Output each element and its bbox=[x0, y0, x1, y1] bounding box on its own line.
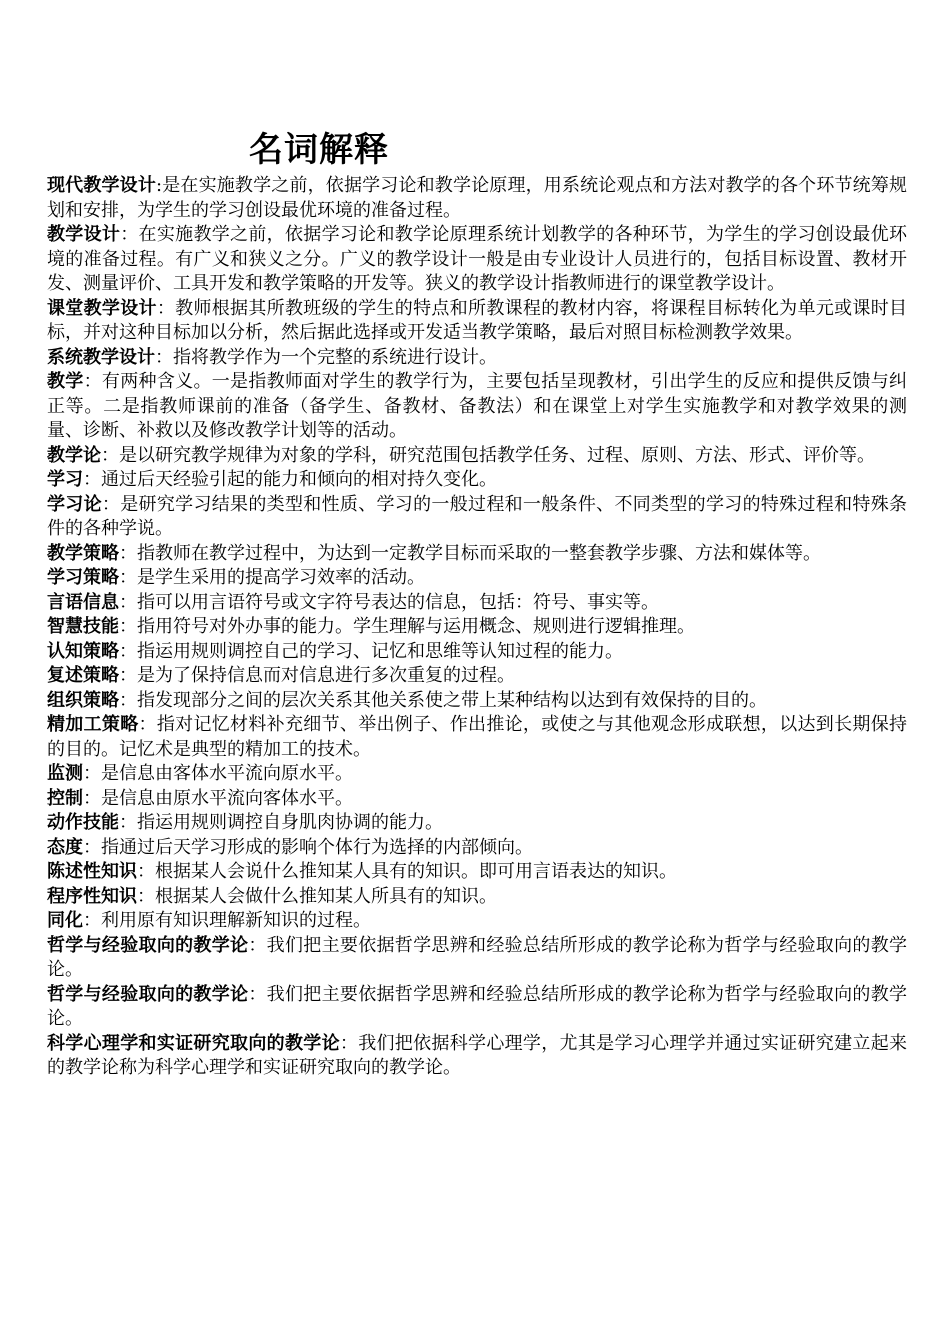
glossary-entry bbox=[47, 640, 907, 665]
glossary-term: 教学论 bbox=[47, 444, 101, 466]
glossary-term: 哲学与经验取向的教学论 bbox=[47, 983, 249, 1005]
glossary-term: 学习论 bbox=[47, 493, 102, 515]
term-separator: ： bbox=[248, 934, 267, 956]
glossary-definition: 指运用规则调控自己的学习、记忆和思维等认知过程的能力。 bbox=[137, 640, 623, 662]
glossary-entry bbox=[47, 713, 907, 762]
glossary-entry bbox=[47, 909, 907, 934]
glossary-entry bbox=[47, 934, 907, 983]
glossary-entry bbox=[47, 885, 907, 910]
glossary-term: 复述策略 bbox=[47, 665, 119, 686]
glossary-definition: 是研究学习结果的类型和性质、学习的一般过程和一般条件、不同类型的学习的特殊过程和特殊条件的各种学说。 bbox=[47, 493, 908, 539]
glossary-term: 系统教学设计 bbox=[47, 346, 155, 368]
glossary-definition: 有两种含义。一是指教师面对学生的教学行为，主要包括呈现教材，引出学生的反应和提供反馈与纠正等。二是指教师课前的准备（备学生、备教材、备教法）和在课堂上对学生实施教学和对教学效果的测量、诊断、补救以及修改教学计划等的活动。 bbox=[47, 371, 908, 441]
glossary-entry bbox=[47, 297, 907, 346]
glossary-entry bbox=[47, 664, 907, 689]
term-separator: : bbox=[156, 175, 163, 196]
glossary-entry bbox=[47, 983, 907, 1032]
glossary-term: 教学设计 bbox=[47, 224, 121, 245]
glossary-entry bbox=[47, 370, 907, 444]
glossary-entry bbox=[47, 860, 907, 885]
glossary-term: 教学策略 bbox=[47, 542, 119, 564]
glossary-term: 动作技能 bbox=[47, 812, 119, 833]
term-separator: ： bbox=[137, 861, 155, 882]
term-separator: ： bbox=[120, 224, 139, 245]
glossary-definition: 是学生采用的提高学习效率的活动。 bbox=[137, 567, 425, 588]
term-separator: ： bbox=[83, 469, 101, 490]
glossary-definition: 在实施教学之前，依据学习论和教学论原理系统计划教学的各种环节，为学生的学习创设最优环境的准备过程。有广义和狭义之分。广义的教学设计一般是由专业设计人员进行的，包括目标设置、教材开发、测量评价、工具开发和教学策略的开发等。狭义的教学设计指教师进行的课堂教学设计。 bbox=[47, 224, 908, 294]
glossary-term: 精加工策略 bbox=[47, 714, 139, 735]
glossary-entry bbox=[47, 689, 907, 714]
glossary-term: 程序性知识 bbox=[47, 885, 137, 907]
glossary-entry bbox=[47, 762, 907, 787]
glossary-term: 学习策略 bbox=[47, 567, 119, 588]
term-separator: ： bbox=[101, 444, 119, 466]
glossary-definition: 是在实施教学之前，依据学习论和教学论原理，用系统论观点和方法对教学的各个环节统筹规划和安排，为学生的学习创设最优环境的准备过程。 bbox=[47, 175, 907, 221]
term-separator: ： bbox=[83, 836, 101, 858]
term-separator: ： bbox=[339, 1032, 359, 1054]
glossary-entry bbox=[47, 174, 907, 223]
term-separator: ： bbox=[119, 567, 137, 588]
glossary-entry bbox=[47, 542, 907, 567]
glossary-list bbox=[47, 174, 907, 1081]
glossary-term: 学习 bbox=[47, 469, 83, 490]
glossary-term: 课堂教学设计 bbox=[47, 297, 157, 319]
glossary-entry bbox=[47, 615, 907, 640]
glossary-entry bbox=[47, 787, 907, 812]
glossary-entry bbox=[47, 346, 907, 371]
glossary-entry bbox=[47, 811, 907, 836]
term-separator: ： bbox=[83, 910, 101, 931]
glossary-definition: 利用原有知识理解新知识的过程。 bbox=[101, 910, 371, 931]
glossary-entry bbox=[47, 566, 907, 591]
glossary-term: 陈述性知识 bbox=[47, 861, 137, 882]
term-separator: ： bbox=[83, 763, 101, 784]
term-separator: ： bbox=[137, 885, 155, 907]
glossary-term: 认知策略 bbox=[47, 640, 119, 662]
glossary-term: 同化 bbox=[47, 910, 83, 931]
glossary-entry bbox=[47, 493, 907, 542]
glossary-definition: 指可以用言语符号或文字符号表达的信息，包括：符号、事实等。 bbox=[137, 591, 659, 613]
glossary-definition: 根据某人会做什么推知某人所具有的知识。 bbox=[155, 885, 497, 907]
term-separator: ： bbox=[119, 812, 137, 833]
term-separator: ： bbox=[83, 371, 102, 392]
glossary-term: 教学 bbox=[47, 371, 84, 392]
term-separator: ： bbox=[119, 616, 137, 637]
glossary-definition: 指对记忆材料补充细节、举出例子、作出推论，或使之与其他观念形成联想，以达到长期保持的目的。记忆术是典型的精加工的技术。 bbox=[47, 714, 908, 760]
term-separator: ： bbox=[119, 689, 137, 711]
glossary-term: 控制 bbox=[47, 787, 83, 809]
glossary-entry bbox=[47, 468, 907, 493]
glossary-definition: 我们把主要依据哲学思辨和经验总结所形成的教学论称为哲学与经验取向的教学论。 bbox=[47, 983, 908, 1029]
glossary-definition: 指将教学作为一个完整的系统进行设计。 bbox=[173, 346, 497, 368]
glossary-entry bbox=[47, 444, 907, 469]
glossary-definition: 是以研究教学规律为对象的学科，研究范围包括教学任务、过程、原则、方法、形式、评价等。 bbox=[119, 444, 875, 466]
glossary-entry bbox=[47, 591, 907, 616]
glossary-term: 态度 bbox=[47, 836, 83, 858]
term-separator: ： bbox=[119, 665, 137, 686]
glossary-definition: 我们把主要依据哲学思辨和经验总结所形成的教学论称为哲学与经验取向的教学论。 bbox=[47, 934, 908, 980]
term-separator: ： bbox=[119, 591, 137, 613]
glossary-term: 言语信息 bbox=[47, 591, 119, 613]
term-separator: ： bbox=[119, 542, 137, 564]
glossary-definition: 指用符号对外办事的能力。学生理解与运用概念、规则进行逻辑推理。 bbox=[137, 616, 695, 637]
term-separator: ： bbox=[156, 297, 176, 319]
term-separator: ： bbox=[101, 493, 121, 515]
glossary-definition: 指运用规则调控自身肌肉协调的能力。 bbox=[137, 812, 443, 833]
glossary-definition: 是信息由客体水平流向原水平。 bbox=[101, 763, 353, 784]
glossary-definition: 指发现部分之间的层次关系其他关系使之带上某种结构以达到有效保持的目的。 bbox=[137, 689, 767, 711]
glossary-definition: 我们把依据科学心理学，尤其是学习心理学并通过实证研究建立起来的教学论称为科学心理学和实证研究取向的教学论。 bbox=[47, 1032, 908, 1078]
glossary-term: 监测 bbox=[47, 763, 83, 784]
glossary-definition: 指教师在教学过程中，为达到一定教学目标而采取的一整套教学步骤、方法和媒体等。 bbox=[137, 542, 821, 564]
glossary-term: 科学心理学和实证研究取向的教学论 bbox=[47, 1032, 340, 1054]
term-separator: ： bbox=[138, 714, 157, 735]
term-separator: ： bbox=[155, 346, 173, 368]
page-title: 名词解释 bbox=[249, 130, 389, 170]
glossary-term: 哲学与经验取向的教学论 bbox=[47, 934, 249, 956]
glossary-definition: 是信息由原水平流向客体水平。 bbox=[101, 787, 353, 809]
glossary-term: 智慧技能 bbox=[47, 616, 119, 637]
glossary-entry bbox=[47, 836, 907, 861]
glossary-definition: 根据某人会说什么推知某人具有的知识。即可用言语表达的知识。 bbox=[155, 861, 677, 882]
glossary-definition: 指通过后天学习形成的影响个体行为选择的内部倾向。 bbox=[101, 836, 533, 858]
glossary-definition: 通过后天经验引起的能力和倾向的相对持久变化。 bbox=[101, 469, 497, 490]
term-separator: ： bbox=[83, 787, 101, 809]
glossary-term: 现代教学设计 bbox=[47, 175, 157, 196]
glossary-entry bbox=[47, 223, 907, 297]
glossary-term: 组织策略 bbox=[47, 689, 119, 711]
glossary-definition: 教师根据其所教班级的学生的特点和所教课程的教材内容，将课程目标转化为单元或课时目标，并对这种目标加以分析，然后据此选择或开发适当教学策略，最后对照目标检测教学效果。 bbox=[47, 297, 908, 343]
glossary-entry bbox=[47, 1032, 907, 1081]
term-separator: ： bbox=[119, 640, 137, 662]
term-separator: ： bbox=[248, 983, 267, 1005]
glossary-definition: 是为了保持信息而对信息进行多次重复的过程。 bbox=[137, 665, 515, 686]
